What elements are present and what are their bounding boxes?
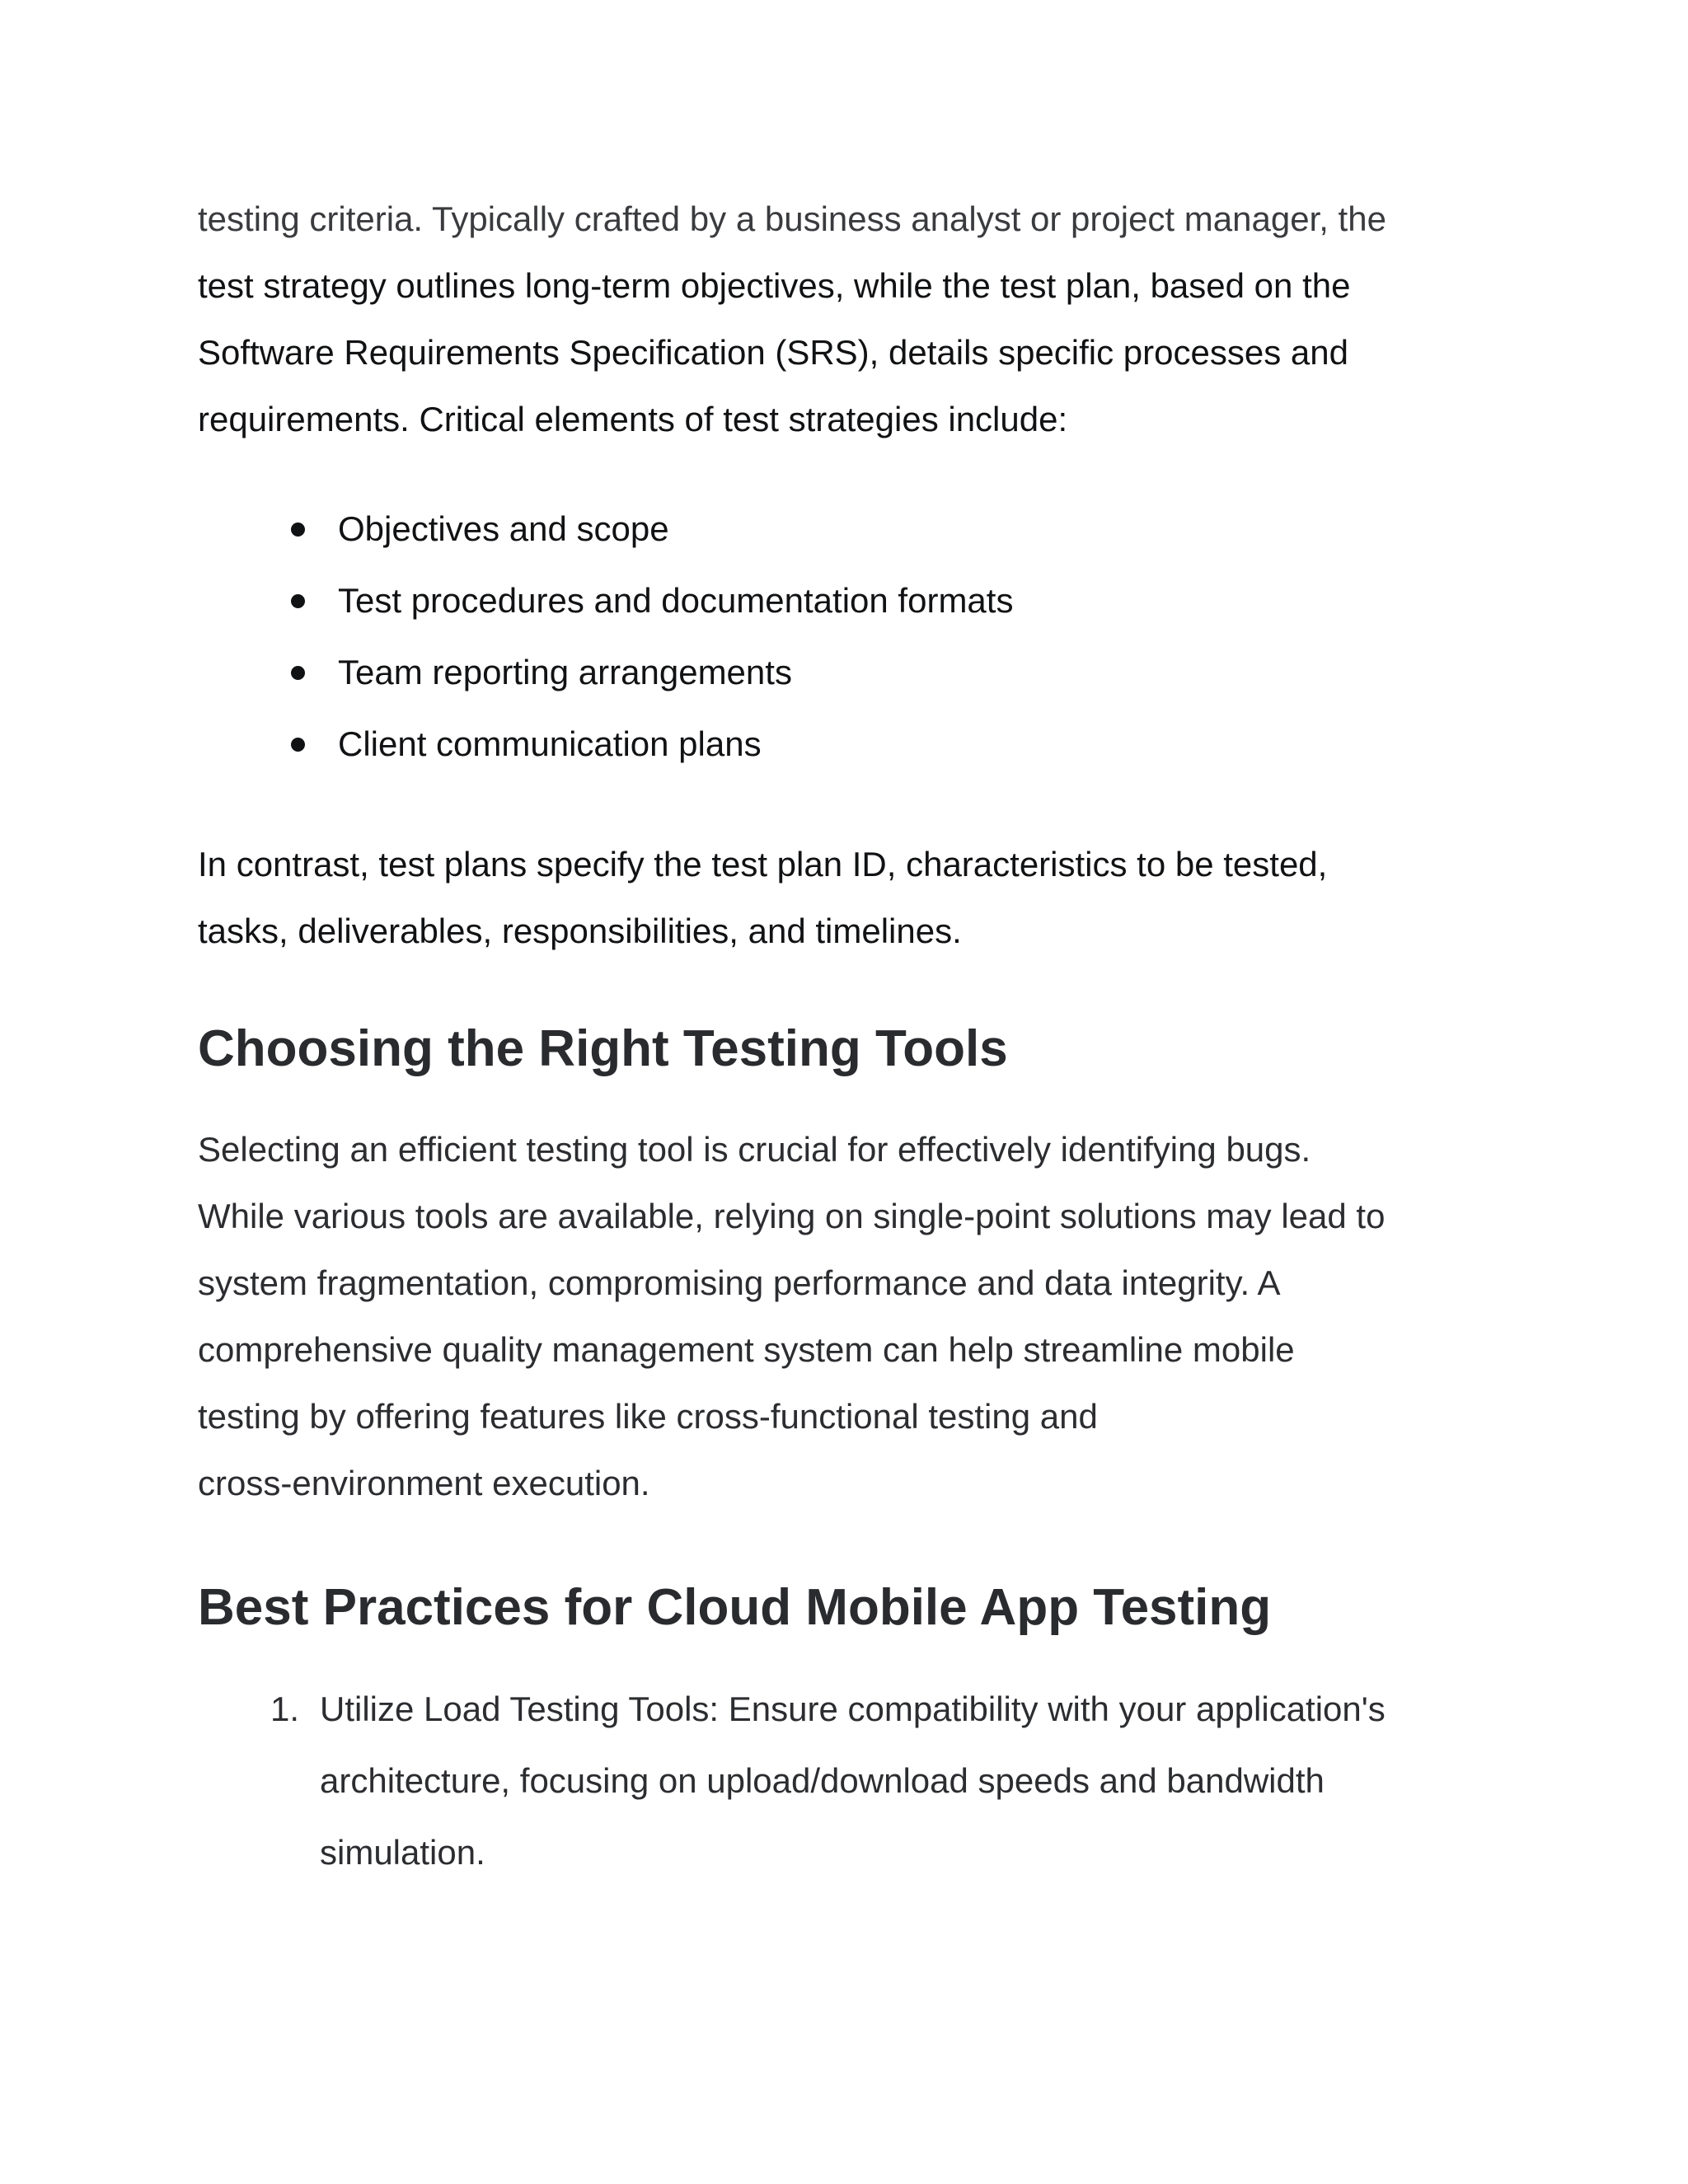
list-item: [198, 636, 1517, 708]
intro-line: testing criteria. Typically crafted by a business analyst or project manager, the: [198, 199, 1386, 238]
list-item-text: Test procedures and documentation formats: [338, 581, 1014, 620]
strategy-elements-list: [198, 493, 1517, 780]
tools-line: system fragmentation, compromising performance and data integrity. A: [198, 1263, 1281, 1302]
list-item-line: architecture, focusing on upload/download speeds and bandwidth: [320, 1761, 1325, 1800]
tools-line: Selecting an efficient testing tool is crucial for effectively identifying bugs.: [198, 1130, 1311, 1169]
list-item-number: 1.: [270, 1690, 300, 1728]
contrast-line: tasks, deliverables, responsibilities, and timelines.: [198, 912, 962, 950]
tools-line: cross-environment execution.: [198, 1464, 650, 1502]
bullet-icon: [291, 666, 305, 680]
intro-line: test strategy outlines long-term objectives, while the test plan, based on the: [198, 266, 1351, 305]
section-heading-tools: Choosing the Right Testing Tools: [198, 1020, 1008, 1077]
bullet-icon: [291, 523, 305, 537]
list-item-text: Objectives and scope: [338, 509, 669, 548]
list-item-text: Team reporting arrangements: [338, 653, 792, 691]
list-item: [198, 708, 1517, 780]
tools-line: While various tools are available, relying on single-point solutions may lead to: [198, 1197, 1386, 1235]
contrast-line: In contrast, test plans specify the test plan ID, characteristics to be tested,: [198, 845, 1328, 883]
list-item-body: [320, 1673, 1517, 1888]
list-item: [198, 493, 1517, 565]
tools-line: testing by offering features like cross-functional testing and: [198, 1397, 1098, 1436]
list-item: [198, 565, 1517, 636]
tools-paragraph: [198, 1116, 1517, 1516]
contrast-paragraph: [198, 831, 1517, 964]
list-item-line: Utilize Load Testing Tools: Ensure compatibility with your application's: [320, 1690, 1386, 1728]
practices-list: [198, 1673, 1517, 1888]
section-heading-practices: Best Practices for Cloud Mobile App Testing: [198, 1579, 1272, 1636]
bullet-icon: [291, 594, 305, 608]
list-item-line: simulation.: [320, 1833, 485, 1872]
list-item-text: Client communication plans: [338, 724, 762, 763]
intro-line: requirements. Critical elements of test strategies include:: [198, 400, 1068, 438]
intro-line: Software Requirements Specification (SRS), details specific processes and: [198, 333, 1348, 372]
tools-line: comprehensive quality management system can help streamline mobile: [198, 1330, 1295, 1369]
bullet-icon: [291, 738, 305, 752]
list-item: [198, 1673, 1517, 1888]
intro-paragraph: [198, 185, 1517, 452]
